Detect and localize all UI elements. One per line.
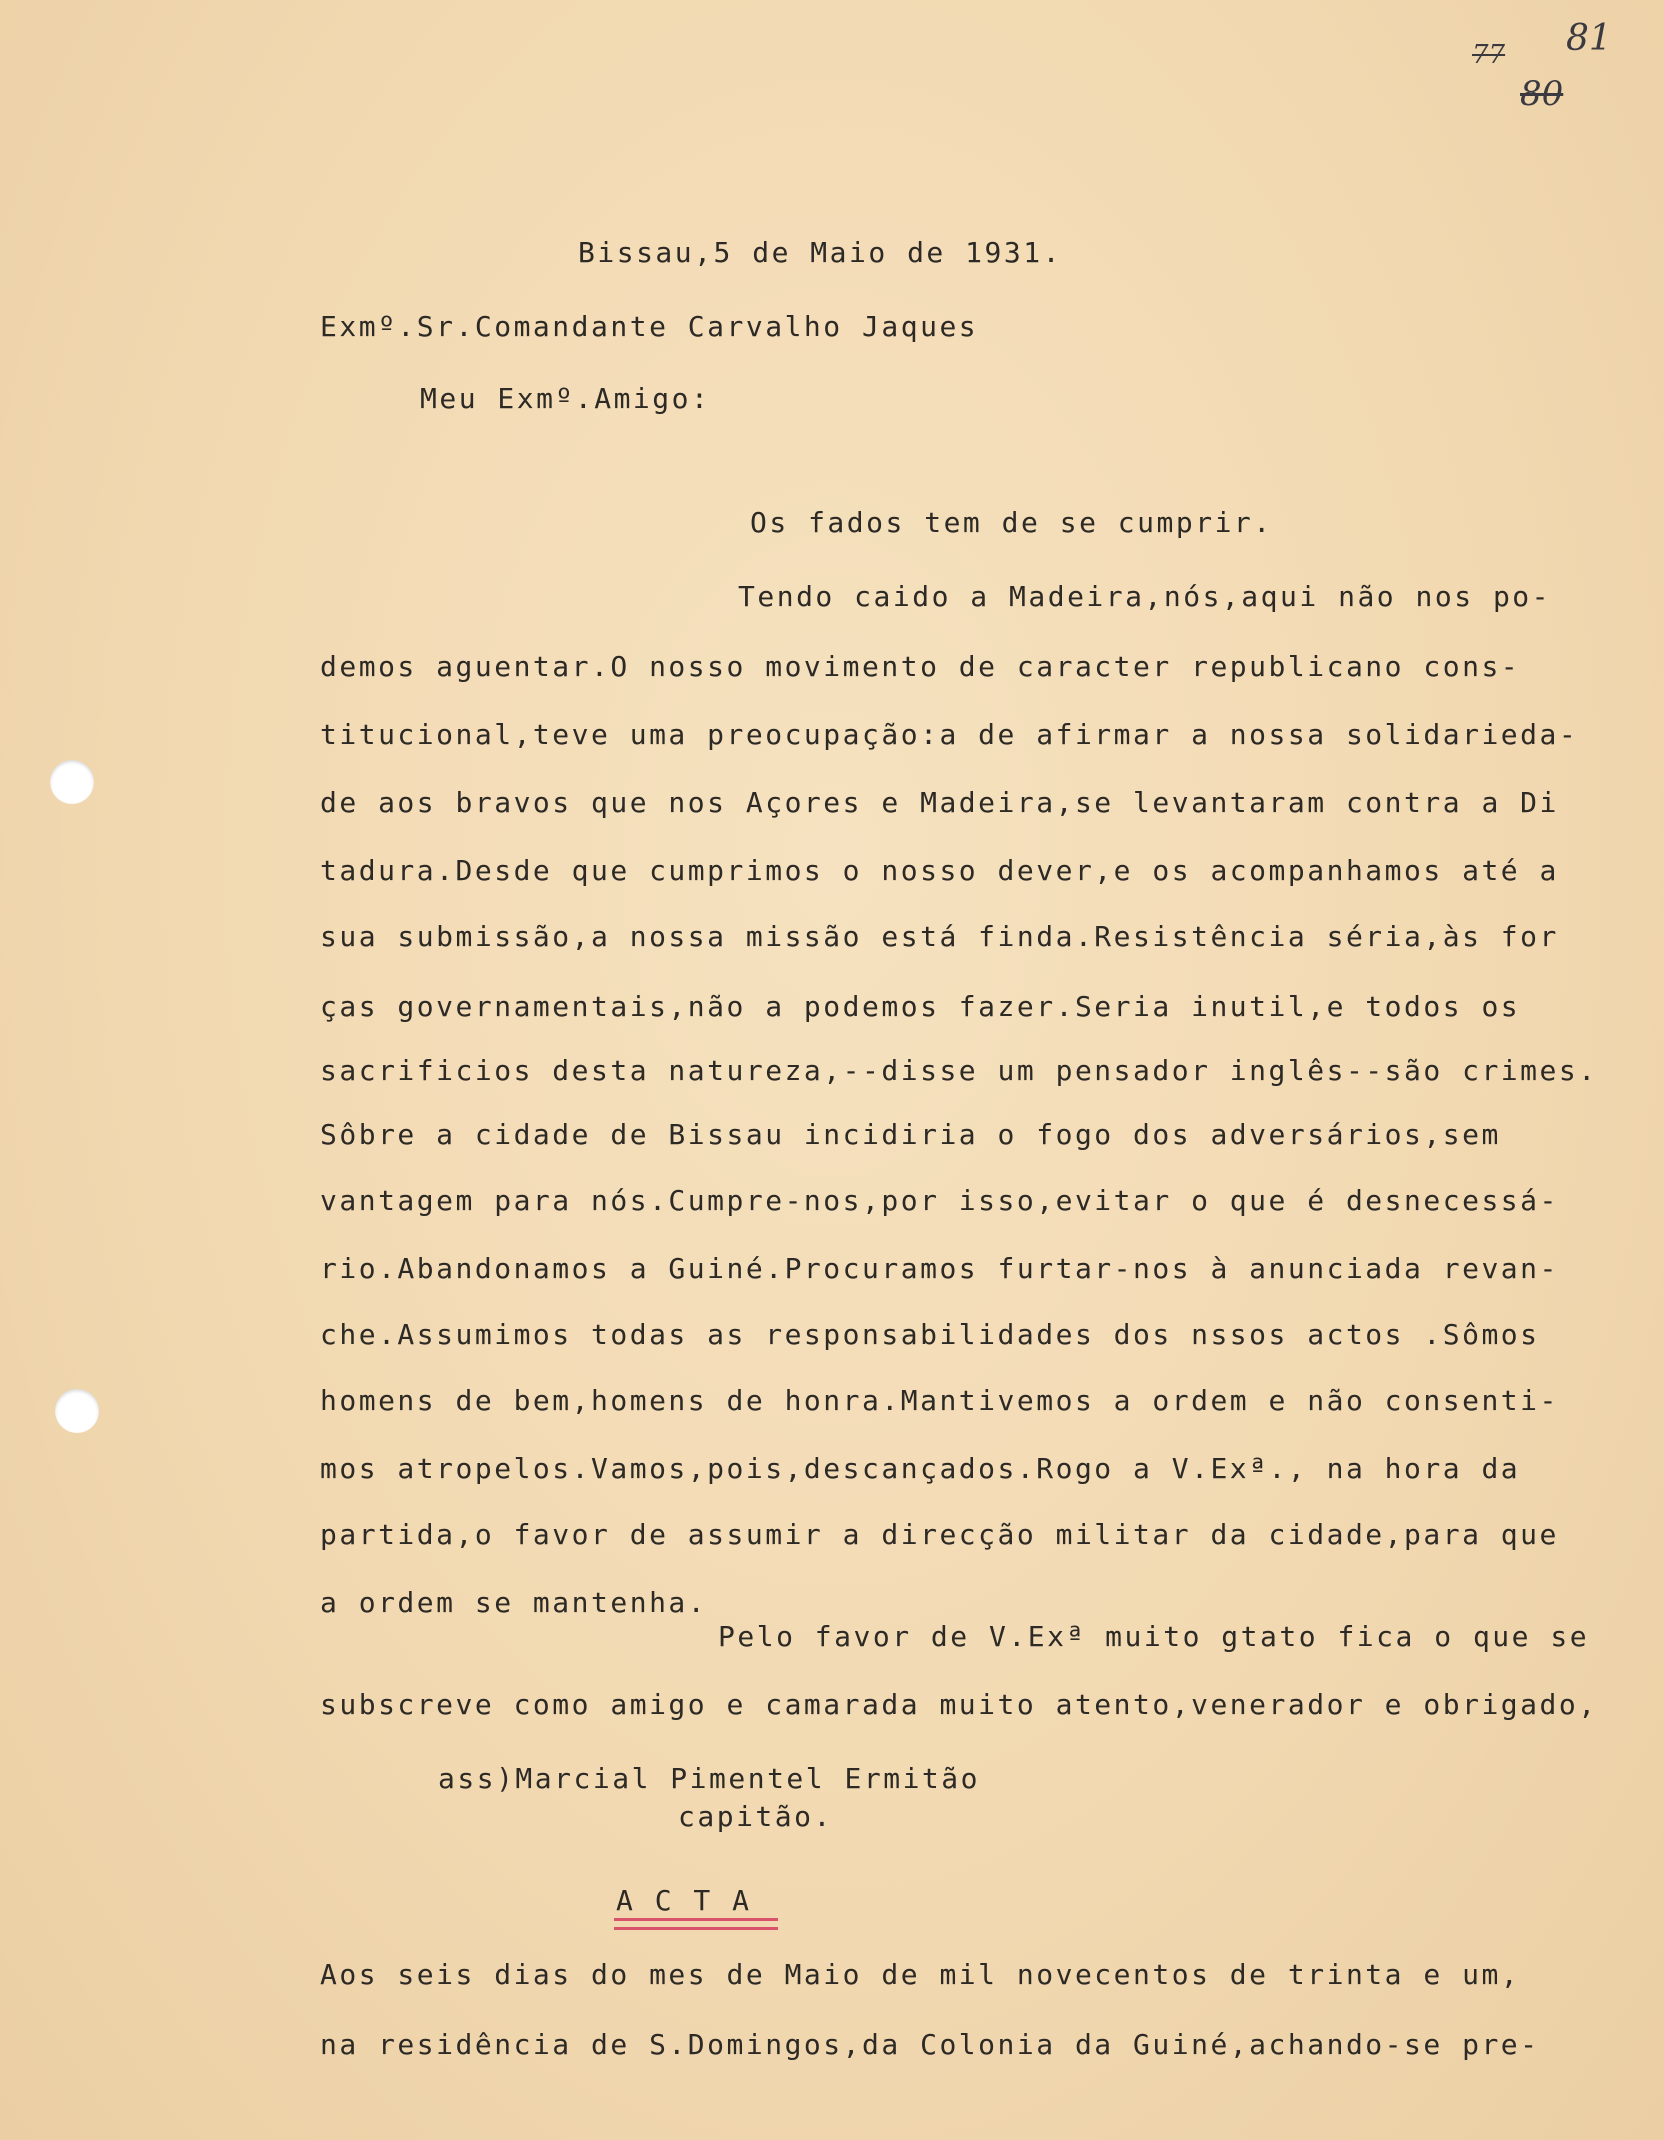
addressee-line: Exmº.Sr.Comandante Carvalho Jaques — [320, 310, 979, 343]
folio-number: 81 — [1566, 18, 1612, 59]
letter-line: che.Assumimos todas as responsabilidades dos nssos actos .Sômos — [320, 1318, 1540, 1351]
letter-line: ças governamentais,não a podemos fazer.Seria inutil,e todos os — [320, 990, 1521, 1023]
signature-line: ass)Marcial Pimentel Ermitão — [438, 1762, 981, 1795]
letter-line: titucional,teve uma preocupação:a de afirmar a nossa solidarieda- — [320, 718, 1579, 751]
letter-line: sua submissão,a nossa missão está finda.Resistência séria,às for — [320, 920, 1559, 953]
folio-old-number: 80 — [1520, 74, 1564, 114]
letter-line: vantagem para nós.Cumpre-nos,por isso,evitar o que é desnecessá- — [320, 1184, 1559, 1217]
acta-line: na residência de S.Domingos,da Colonia da Guiné,achando-se pre- — [320, 2028, 1540, 2061]
letter-line: a ordem se mantenha. — [320, 1586, 708, 1619]
salutation-line: Meu Exmº.Amigo: — [420, 382, 711, 415]
letter-line: Sôbre a cidade de Bissau incidiria o fogo dos adversários,sem — [320, 1118, 1501, 1151]
letter-line: Tendo caido a Madeira,nós,aqui não nos po- — [738, 580, 1552, 613]
folio-struck-number: 77 — [1472, 40, 1506, 70]
acta-title: A C T A — [616, 1884, 752, 1917]
letter-line: rio.Abandonamos a Guiné.Procuramos furtar-nos à anunciada revan- — [320, 1252, 1559, 1285]
acta-line: Aos seis dias do mes de Maio de mil novecentos de trinta e um, — [320, 1958, 1521, 1991]
letter-line: demos aguentar.O nosso movimento de caracter republicano cons- — [320, 650, 1521, 683]
letter-line: de aos bravos que nos Açores e Madeira,se levantaram contra a Di — [320, 786, 1559, 819]
letter-line: mos atropelos.Vamos,pois,descançados.Rogo a V.Exª., na hora da — [320, 1452, 1521, 1485]
letter-line: homens de bem,homens de honra.Mantivemos a ordem e não consenti- — [320, 1384, 1559, 1417]
signature-rank: capitão. — [678, 1800, 833, 1833]
punch-hole-top — [50, 760, 94, 804]
letter-line: tadura.Desde que cumprimos o nosso dever,e os acompanhamos até a — [320, 854, 1559, 887]
letter-line: partida,o favor de assumir a direcção militar da cidade,para que — [320, 1518, 1559, 1551]
punch-hole-bottom — [55, 1389, 99, 1433]
acta-underline — [614, 1918, 778, 1921]
letter-line: Pelo favor de V.Exª muito gtato fica o que se — [718, 1620, 1590, 1653]
letter-line: sacrificios desta natureza,--disse um pensador inglês--são crimes. — [320, 1054, 1598, 1087]
acta-underline-second — [614, 1927, 778, 1930]
letter-line: Os fados tem de se cumprir. — [750, 506, 1273, 539]
letter-line: subscreve como amigo e camarada muito atento,venerador e obrigado, — [320, 1688, 1598, 1721]
date-line: Bissau,5 de Maio de 1931. — [578, 236, 1062, 269]
